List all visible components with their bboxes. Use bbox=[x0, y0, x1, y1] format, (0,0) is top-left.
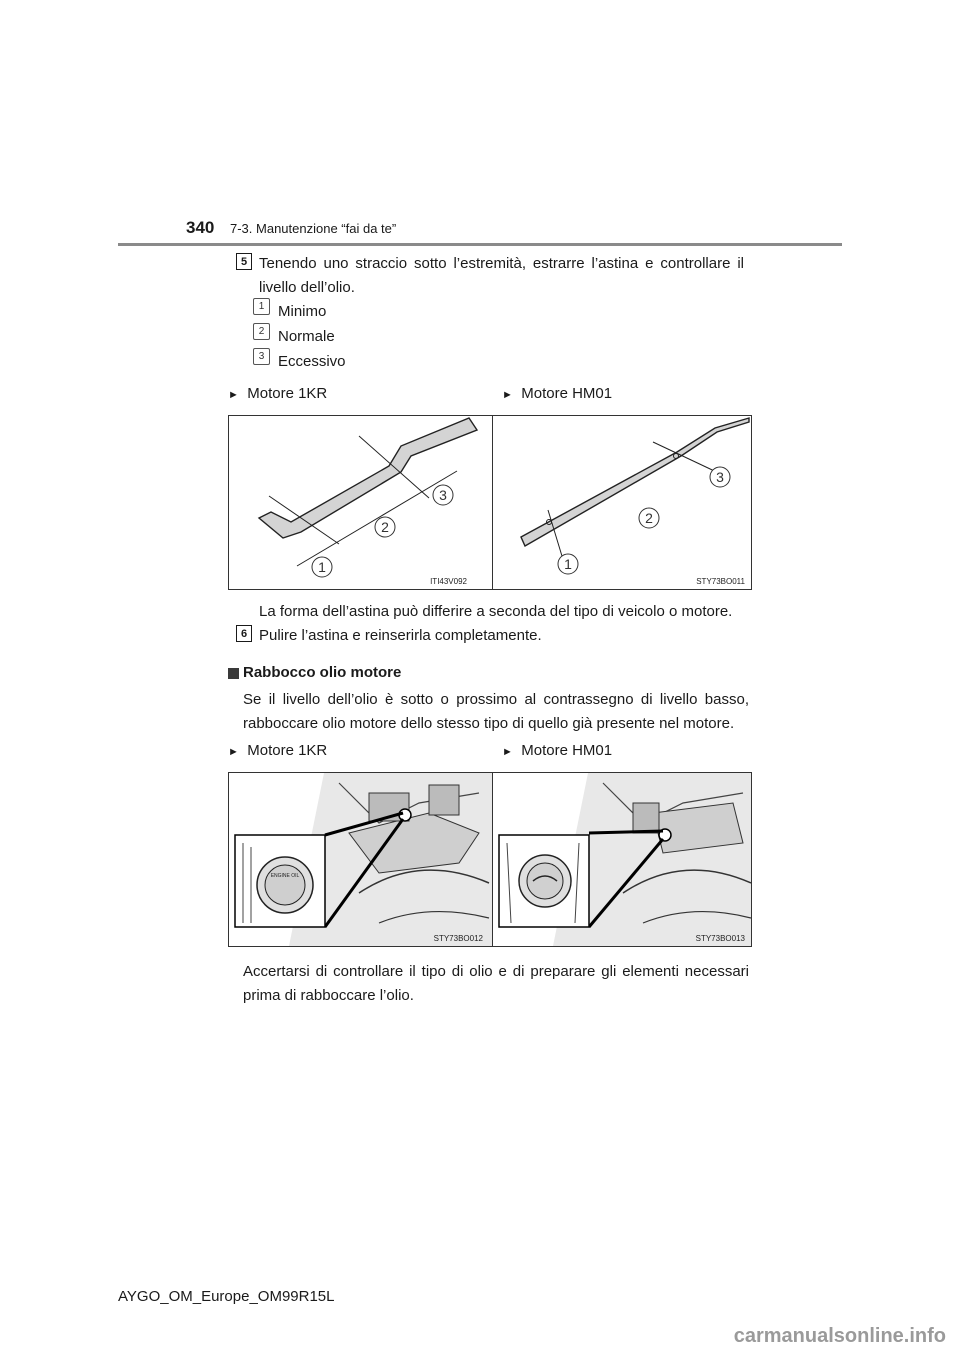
step-5-text: Tenendo uno straccio sotto l’estremità, estrarre l’astina e controllare il livello dell’olio. bbox=[259, 255, 744, 296]
callout-2: 2 bbox=[381, 519, 389, 535]
callout-2: 2 bbox=[645, 510, 653, 526]
triangle-right-icon: ► bbox=[228, 746, 239, 758]
figure2-left-title: ► Motore 1KR bbox=[228, 742, 328, 759]
figure-oil-cap-hm01 bbox=[492, 772, 752, 947]
dipstick-hm01-illustration bbox=[493, 416, 751, 589]
figure-dipstick-hm01 bbox=[492, 415, 752, 590]
level-number-3: 3 bbox=[253, 348, 270, 365]
triangle-right-icon: ► bbox=[502, 389, 513, 401]
header-rule bbox=[118, 243, 842, 246]
step-number-5: 5 bbox=[236, 253, 252, 270]
section-title: 7-3. Manutenzione “fai da te” bbox=[230, 221, 397, 236]
refill-text: Se il livello dell’olio è sotto o prossimo al contrassegno di livello basso, rabboccare olio motore dello stesso tipo di quello già presente nel motore. bbox=[243, 691, 749, 732]
level-label-minimo: Minimo bbox=[278, 303, 327, 320]
figure-code: STY73BO012 bbox=[433, 934, 483, 943]
watermark: carmanualsonline.info bbox=[733, 1325, 946, 1347]
figure-code: STY73BO011 bbox=[696, 577, 745, 586]
oil-cap-label: ENGINE OIL bbox=[270, 873, 300, 879]
level-number-1: 1 bbox=[253, 298, 270, 315]
step-number-6: 6 bbox=[236, 625, 252, 642]
refill-heading: Rabbocco olio motore bbox=[243, 664, 402, 681]
figure2-right-title: ► Motore HM01 bbox=[502, 742, 613, 759]
engine-bay-hm01-illustration bbox=[493, 773, 751, 946]
figure-dipstick-1kr bbox=[228, 415, 494, 590]
step-6-text: Pulire l’astina e reinserirla completamente. bbox=[259, 627, 542, 644]
figure1-left-title: ► Motore 1KR bbox=[228, 385, 328, 402]
callout-3: 3 bbox=[439, 487, 447, 503]
page-number: 340 bbox=[186, 218, 215, 237]
oil-type-note: Accertarsi di controllare il tipo di olio e di preparare gli elementi necessari prima di rabboccare l’olio. bbox=[243, 963, 749, 1004]
level-label-eccessivo: Eccessivo bbox=[278, 353, 346, 370]
square-icon bbox=[228, 668, 239, 679]
figure-oil-cap-1kr bbox=[228, 772, 494, 947]
callout-3: 3 bbox=[716, 469, 724, 485]
engine-bay-1kr-illustration bbox=[229, 773, 493, 946]
dipstick-1kr-illustration bbox=[229, 416, 493, 589]
triangle-right-icon: ► bbox=[502, 746, 513, 758]
document-id-footer: AYGO_OM_Europe_OM99R15L bbox=[118, 1288, 335, 1305]
triangle-right-icon: ► bbox=[228, 389, 239, 401]
figure1-right-title: ► Motore HM01 bbox=[502, 385, 613, 402]
level-label-normale: Normale bbox=[278, 328, 335, 345]
dipstick-shape-note: La forma dell’astina può differire a seconda del tipo di veicolo o motore. bbox=[259, 603, 733, 620]
figure-code: ITI43V092 bbox=[430, 577, 467, 586]
level-number-2: 2 bbox=[253, 323, 270, 340]
callout-1: 1 bbox=[564, 556, 572, 572]
figure-code: STY73BO013 bbox=[695, 934, 745, 943]
callout-1: 1 bbox=[318, 559, 326, 575]
